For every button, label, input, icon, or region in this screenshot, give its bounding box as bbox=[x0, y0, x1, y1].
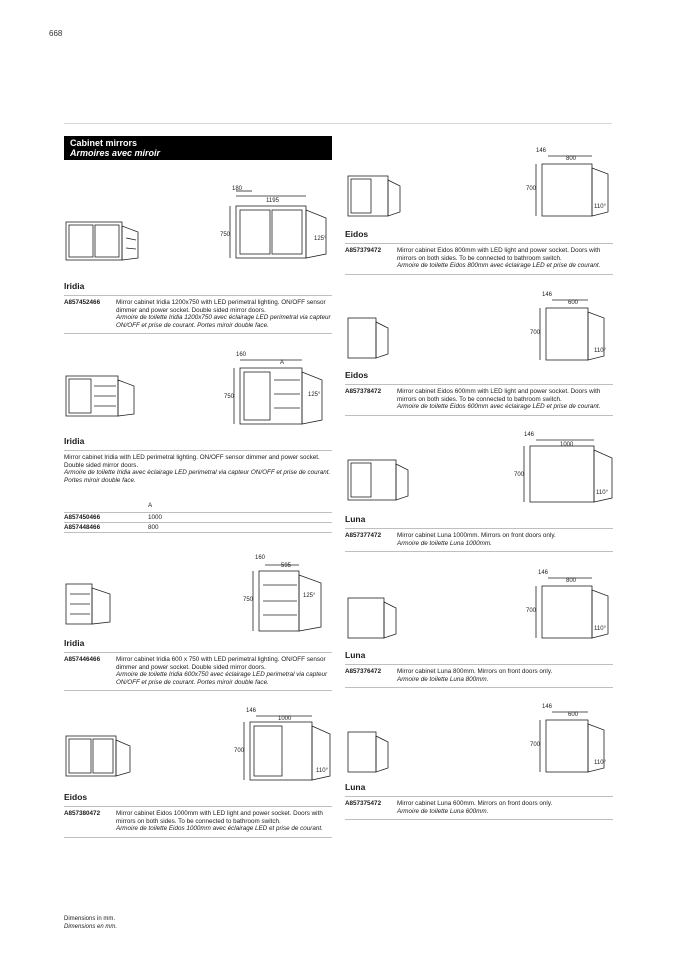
luna-600-perspective bbox=[346, 728, 396, 778]
desc-en: Mirror cabinet Luna 800mm. Mirrors on front doors only. bbox=[397, 668, 553, 675]
product-code: A857379472 bbox=[345, 247, 382, 254]
dim-depth: 146 bbox=[524, 432, 535, 438]
desc-fr: Armoire de toilette Luna 1000mm. bbox=[397, 539, 492, 547]
eidos-1000-dimensions bbox=[236, 706, 336, 786]
iridia-a-dimensions bbox=[226, 350, 336, 430]
luna-800-dimensions bbox=[528, 568, 618, 648]
dim-height: 750 bbox=[220, 232, 231, 238]
product-iridia-600 bbox=[64, 638, 332, 691]
dim-height: 700 bbox=[530, 330, 541, 336]
iridia-a-perspective bbox=[64, 372, 144, 422]
page-number: 668 bbox=[49, 29, 63, 38]
product-row bbox=[64, 653, 332, 691]
dim-width: 600 bbox=[568, 300, 579, 306]
dim-depth: 146 bbox=[542, 292, 553, 298]
dim-depth: 180 bbox=[232, 186, 243, 192]
dim-depth: 146 bbox=[246, 708, 257, 714]
dim-angle: 125° bbox=[314, 236, 327, 242]
desc-fr: Armoire de toilette Eidos 1000mm avec éclairage LED et prise de courant. bbox=[116, 825, 323, 833]
product-row bbox=[345, 244, 613, 275]
product-desc bbox=[397, 800, 552, 815]
dim-width: 1000 bbox=[278, 716, 292, 722]
product-iridia-1200 bbox=[64, 281, 332, 334]
section-title: Cabinet mirrors bbox=[70, 138, 138, 148]
desc-en: Mirror cabinet Luna 1000mm. Mirrors on front doors only. bbox=[397, 532, 556, 539]
dim-height: 700 bbox=[530, 742, 541, 748]
product-title: Luna bbox=[345, 650, 366, 660]
luna-1000-perspective bbox=[346, 456, 416, 506]
dim-width: 595 bbox=[281, 563, 292, 569]
dim-depth: 160 bbox=[236, 352, 247, 358]
product-iridia-a bbox=[64, 436, 332, 533]
product-desc bbox=[397, 247, 613, 270]
iridia-600-perspective bbox=[64, 580, 134, 630]
product-desc bbox=[116, 656, 332, 686]
luna-600-dimensions bbox=[532, 702, 612, 782]
dim-height: 700 bbox=[234, 748, 245, 754]
product-title: Eidos bbox=[345, 229, 369, 239]
product-luna-600 bbox=[345, 782, 613, 820]
dim-depth: 160 bbox=[255, 555, 266, 561]
dim-angle: 110° bbox=[594, 348, 606, 354]
dim-height: 700 bbox=[514, 472, 525, 478]
product-luna-1000 bbox=[345, 514, 613, 552]
desc-fr: Armoire de toilette Luna 800mm. bbox=[397, 675, 489, 683]
dim-depth: 146 bbox=[536, 148, 547, 154]
product-code: A857446466 bbox=[64, 656, 101, 663]
product-eidos-800 bbox=[345, 229, 613, 275]
variant-row bbox=[64, 512, 332, 522]
product-title: Eidos bbox=[64, 792, 88, 802]
dim-width: 800 bbox=[566, 578, 577, 584]
iridia-1200-perspective bbox=[64, 218, 144, 266]
product-luna-800 bbox=[345, 650, 613, 688]
variant-value: 800 bbox=[148, 524, 159, 532]
variant-table bbox=[64, 502, 332, 533]
dim-height: 700 bbox=[526, 186, 537, 192]
product-row bbox=[345, 797, 613, 820]
product-row bbox=[345, 665, 613, 688]
desc-fr: Armoire de toilette Iridia avec éclairage LED perimetral via capteur ON/OFF et prise de courant. Portes miroir double face. bbox=[64, 469, 331, 484]
product-code: A857380472 bbox=[64, 810, 101, 817]
dim-width: A bbox=[280, 360, 285, 366]
product-desc bbox=[116, 810, 332, 833]
iridia-600-dimensions bbox=[245, 555, 335, 637]
variant-value: 1000 bbox=[148, 514, 163, 522]
product-row bbox=[64, 807, 332, 838]
product-code: A857452466 bbox=[64, 299, 101, 306]
dim-width: 800 bbox=[566, 156, 577, 162]
eidos-1000-perspective bbox=[64, 732, 144, 782]
product-row bbox=[64, 296, 332, 334]
product-desc bbox=[116, 299, 332, 329]
product-code: A857377472 bbox=[345, 532, 382, 539]
desc-fr: Armoire de toilette Eidos 800mm avec éclairage LED et prise de courant. bbox=[397, 262, 601, 270]
dim-depth: 146 bbox=[542, 704, 553, 710]
product-row bbox=[345, 529, 613, 552]
dim-width: 1195 bbox=[266, 198, 279, 204]
dim-angle: 125° bbox=[308, 392, 321, 398]
dim-angle: 110° bbox=[594, 760, 606, 766]
product-eidos-1000 bbox=[64, 792, 332, 838]
iridia-1200-dimensions bbox=[220, 186, 338, 268]
product-desc bbox=[64, 451, 332, 490]
product-title: Iridia bbox=[64, 436, 85, 446]
product-eidos-600 bbox=[345, 370, 613, 416]
dim-angle: 125° bbox=[303, 593, 316, 599]
desc-en: Mirror cabinet Eidos 800mm with LED light and power socket. Doors with mirrors on both sides. To be connected to bathroom switch. bbox=[397, 247, 601, 262]
dim-width: 600 bbox=[568, 712, 579, 718]
product-code: A857378472 bbox=[345, 388, 382, 395]
dim-angle: 110° bbox=[594, 204, 606, 210]
section-header bbox=[64, 136, 332, 160]
dim-angle: 110° bbox=[594, 626, 606, 632]
desc-fr: Armoire de toilette Eidos 600mm avec éclairage LED et prise de courant. bbox=[397, 403, 601, 411]
variant-header-blank bbox=[64, 502, 148, 509]
eidos-800-perspective bbox=[346, 172, 406, 222]
product-code: A857376472 bbox=[345, 668, 382, 675]
top-divider bbox=[64, 123, 612, 124]
desc-fr: Armoire de toilette Luna 600mm. bbox=[397, 807, 489, 815]
product-title: Eidos bbox=[345, 370, 369, 380]
product-title: Iridia bbox=[64, 281, 85, 291]
desc-en: Mirror cabinet Iridia with LED perimetral lighting. ON/OFF sensor dimmer and power socket. Double sided mirror doors. bbox=[64, 454, 320, 469]
dim-height: 700 bbox=[526, 608, 537, 614]
variant-table-header bbox=[64, 502, 332, 512]
product-title: Luna bbox=[345, 514, 366, 524]
variant-row bbox=[64, 522, 332, 533]
desc-en: Mirror cabinet Luna 600mm. Mirrors on front doors only. bbox=[397, 800, 553, 807]
product-desc bbox=[397, 668, 552, 683]
footer-fr: Dimensions en mm. bbox=[64, 924, 118, 930]
product-title: Luna bbox=[345, 782, 366, 792]
eidos-600-perspective bbox=[346, 314, 396, 364]
desc-fr: Armoire de toilette Iridia 1200x750 avec éclairage LED perimetral via capteur ON/OFF et prise de courant. Portes miroir double face. bbox=[116, 314, 331, 329]
footer-note bbox=[64, 915, 117, 931]
luna-1000-dimensions bbox=[516, 430, 616, 510]
product-desc bbox=[397, 532, 556, 547]
product-code: A857375472 bbox=[345, 800, 382, 807]
dim-height: 750 bbox=[224, 394, 235, 400]
luna-800-perspective bbox=[346, 594, 406, 644]
footer-en: Dimensions in mm. bbox=[64, 916, 116, 922]
dim-width: 1000 bbox=[560, 442, 574, 448]
product-row bbox=[345, 385, 613, 416]
variant-code: A857448466 bbox=[64, 524, 101, 532]
eidos-600-dimensions bbox=[532, 290, 612, 370]
desc-en: Mirror cabinet Eidos 1000mm with LED light and power socket. Doors with mirrors on both sides. To be connected to bathroom switch. bbox=[116, 810, 323, 825]
desc-fr: Armoire de toilette Iridia 600x750 avec éclairage LED perimetral via capteur ON/OFF et prise de courant. Portes miroir double face. bbox=[116, 671, 328, 686]
desc-en: Mirror cabinet Iridia 600 x 750 with LED perimetral lighting. ON/OFF sensor dimmer and power socket. Double sided mirror doors. bbox=[116, 656, 326, 671]
dim-angle: 110° bbox=[316, 768, 328, 774]
desc-en: Mirror cabinet Iridia 1200x750 with LED perimetral lighting. ON/OFF sensor dimmer and power socket. Double sided mirror doors. bbox=[116, 299, 326, 314]
dim-angle: 110° bbox=[596, 490, 608, 496]
variant-code: A857450466 bbox=[64, 514, 101, 522]
dim-height: 750 bbox=[243, 597, 254, 603]
section-title-fr: Armoires avec miroir bbox=[70, 148, 161, 158]
variant-header-a: A bbox=[148, 502, 153, 510]
eidos-800-dimensions bbox=[528, 146, 618, 226]
product-desc bbox=[397, 388, 613, 411]
desc-en: Mirror cabinet Eidos 600mm with LED light and power socket. Doors with mirrors on both sides. To be connected to bathroom switch. bbox=[397, 388, 601, 403]
product-title: Iridia bbox=[64, 638, 85, 648]
dim-depth: 146 bbox=[538, 570, 549, 576]
